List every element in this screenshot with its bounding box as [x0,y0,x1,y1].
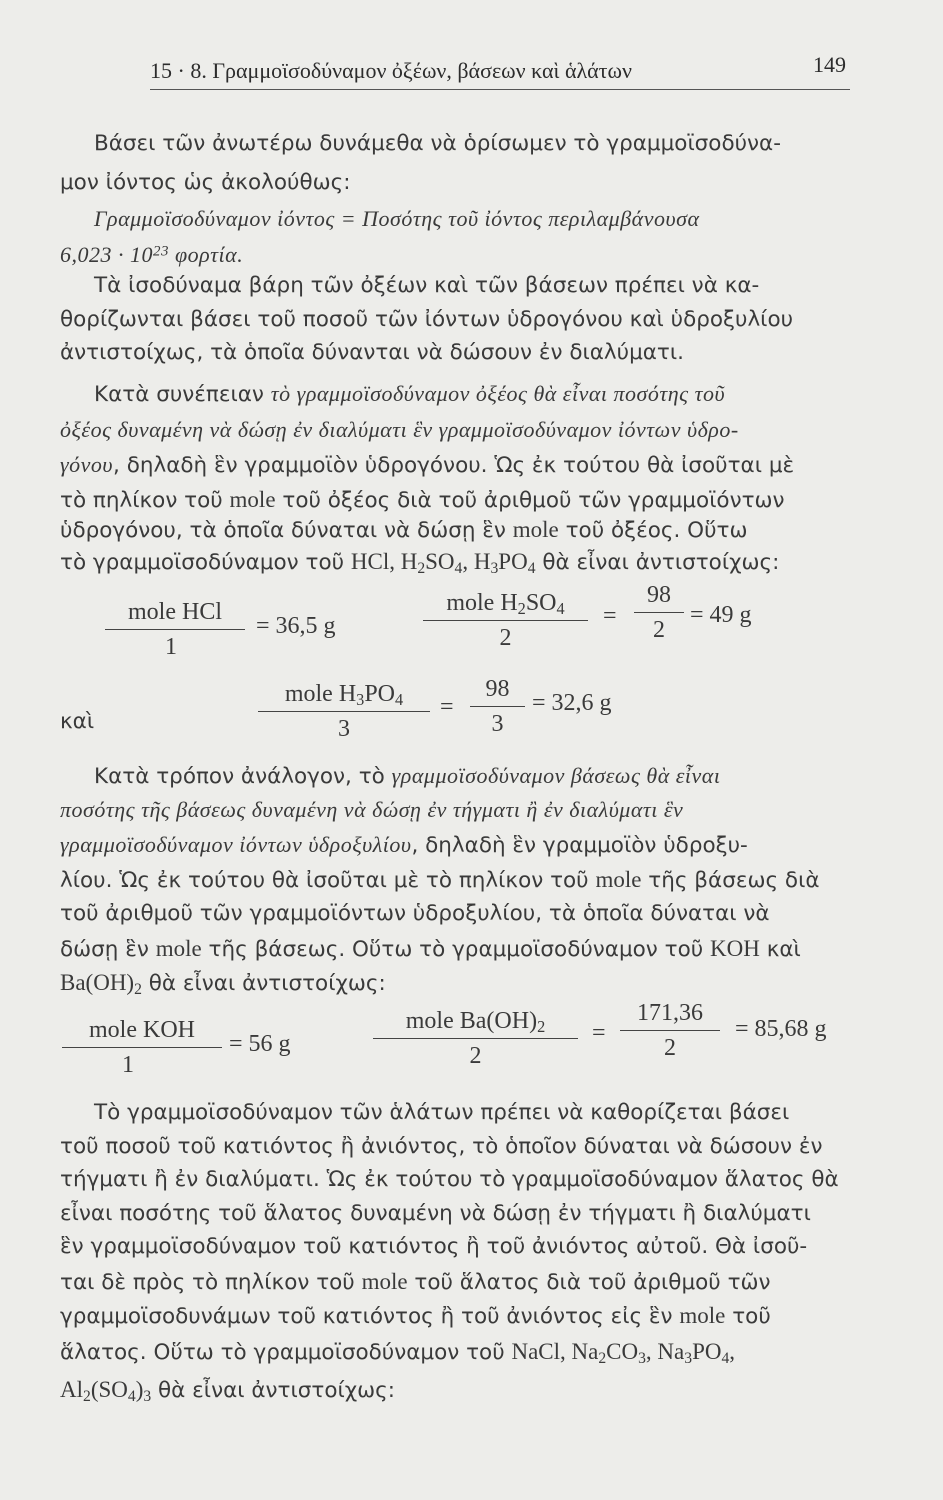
equation-result: = 49 g [690,602,752,628]
text-line: Τὰ ἰσοδύναμα βάρη τῶν ὀξέων καὶ τῶν βάσεων πρέπει νὰ κα- [94,273,760,298]
text-line: $Al_2(SO_4)_3$ θὰ εἶναι ἀντιστοίχως: [60,1377,396,1405]
text-line: λίου. Ὡς ἐκ τούτου θὰ ἰσοῦται μὲ τὸ πηλίκον τοῦ mole τῆς βάσεως διὰ [60,867,820,893]
fraction-baoh2: mole $Ba(OH)_2$ 2 [373,1006,578,1071]
fraction-h2so4: mole $H_2SO_4$ 2 [423,588,588,653]
equals-sign: = [603,603,617,629]
text-line: Κατὰ τρόπον ἀνάλογον, τὸ γραμμοϊσοδύναμον βάσεως θὰ εἶναι [94,763,721,789]
text-line: Γραμμοϊσοδύναμον ἰόντος = Ποσότης τοῦ ἰόντος περιλαμβάνουσα [94,206,700,231]
text-line: τὸ γραμμοϊσοδύναμον τοῦ HCl, $H_2SO_4$, $H_3PO_4$ θὰ εἶναι ἀντιστοίχως: [60,549,780,577]
fraction-h3po4: mole $H_3PO_4$ 3 [258,679,430,744]
text-line: τήγματι ἢ ἐν διαλύματι. Ὡς ἐκ τούτου τὸ γραμμοϊσοδύναμον ἅλατος θὰ [60,1167,839,1192]
fraction-baoh2-numeric: 171,36 2 [620,998,720,1063]
text-line: γραμμοϊσοδυνάμων τοῦ κατιόντος ἢ τοῦ ἀνιόντος εἰς ἓν mole τοῦ [60,1303,771,1329]
text-line: ὀξέος δυναμένη νὰ δώσῃ ἐν διαλύματι ἓν γραμμοϊσοδύναμον ἰόντων ὑδρο- [60,417,739,442]
text-line: γραμμοϊσοδύναμον ἰόντων ὑδροξυλίου, δηλαδὴ ἓν γραμμοϊὸν ὑδροξυ- [60,832,748,858]
text-line: Βάσει τῶν ἀνωτέρω δυνάμεθα νὰ ὁρίσωμεν τὸ γραμμοϊσοδύνα- [94,131,781,156]
text-line: καὶ [60,709,95,734]
text-line: Κατὰ συνέπειαν τὸ γραμμοϊσοδύναμον ὀξέος θὰ εἶναι ποσότης τοῦ [94,381,726,407]
equation-result: = 56 g [229,1031,291,1057]
fraction-hcl: mole HCl 1 [105,597,245,662]
equals-sign: = [440,694,454,720]
equation-result: = 85,68 g [735,1016,827,1042]
text-line: δώσῃ ἓν mole τῆς βάσεως. Οὕτω τὸ γραμμοϊσοδύναμον τοῦ KOH καὶ [60,936,801,962]
text-line: γόνου, δηλαδὴ ἓν γραμμοϊὸν ὑδρογόνου. Ὡς ἐκ τούτου θὰ ἰσοῦται μὲ [60,452,795,478]
text-line: τοῦ ἀριθμοῦ τῶν γραμμοϊόντων ὑδροξυλίου, τὰ ὁποῖα δύναται νὰ [60,901,770,926]
text-line: τοῦ ποσοῦ τοῦ κατιόντος ἢ ἀνιόντος, τὸ ὁποῖον δύναται νὰ δώσουν ἐν [60,1134,823,1159]
page-header [150,50,850,90]
page-number: 149 [813,52,846,77]
text-line: ἀντιστοίχως, τὰ ὁποῖα δύνανται νὰ δώσουν ἐν διαλύματι. [60,340,684,365]
text-line: ἅλατος. Οὕτω τὸ γραμμοϊσοδύναμον τοῦ NaCl, $Na_2CO_3$, $Na_3PO_4$, [60,1339,736,1367]
text-line: ποσότης τῆς βάσεως δυναμένη νὰ δώσῃ ἐν τήγματι ἢ ἐν διαλύματι ἓν [60,797,684,822]
text-line: $6,023 \cdot 10^{23}$ φορτία. [60,242,244,267]
text-line: θορίζωνται βάσει τοῦ ποσοῦ τῶν ἰόντων ὑδρογόνου καὶ ὑδροξυλίου [60,307,794,332]
equals-sign: = [592,1020,606,1046]
text-line: ὑδρογόνου, τὰ ὁποῖα δύναται νὰ δώσῃ ἓν mole τοῦ ὀξέος. Οὕτω [60,517,748,543]
text-line: τὸ πηλίκον τοῦ mole τοῦ ὀξέος διὰ τοῦ ἀριθμοῦ τῶν γραμμοϊόντων [60,487,785,513]
text-line: εἶναι ποσότης τοῦ ἅλατος δυναμένη νὰ δώσῃ ἐν τήγματι ἢ διαλύματι [60,1201,811,1226]
fraction-h2so4-numeric: 98 2 [634,580,684,645]
running-title: 15 · 8. Γραμμοϊσοδύναμον ὀξέων, βάσεων καὶ ἁλάτων [150,58,632,83]
equation-result: = 36,5 g [256,613,336,639]
text-line: ται δὲ πρὸς τὸ πηλίκον τοῦ mole τοῦ ἅλατος διὰ τοῦ ἀριθμοῦ τῶν [60,1269,771,1295]
text-line: $Ba(OH)_2$ θὰ εἶναι ἀντιστοίχως: [60,970,386,998]
text-line: μον ἰόντος ὡς ἀκολούθως: [60,170,351,195]
text-line: ἓν γραμμοϊσοδύναμον τοῦ κατιόντος ἢ τοῦ ἀνιόντος αὐτοῦ. Θὰ ἰσοῦ- [60,1234,808,1259]
equation-result: = 32,6 g [532,690,612,716]
fraction-koh: mole KOH 1 [62,1015,222,1080]
header-rule [150,89,850,90]
text-line: Τὸ γραμμοϊσοδύναμον τῶν ἁλάτων πρέπει νὰ καθορίζεται βάσει [94,1100,790,1125]
fraction-h3po4-numeric: 98 3 [470,674,525,739]
